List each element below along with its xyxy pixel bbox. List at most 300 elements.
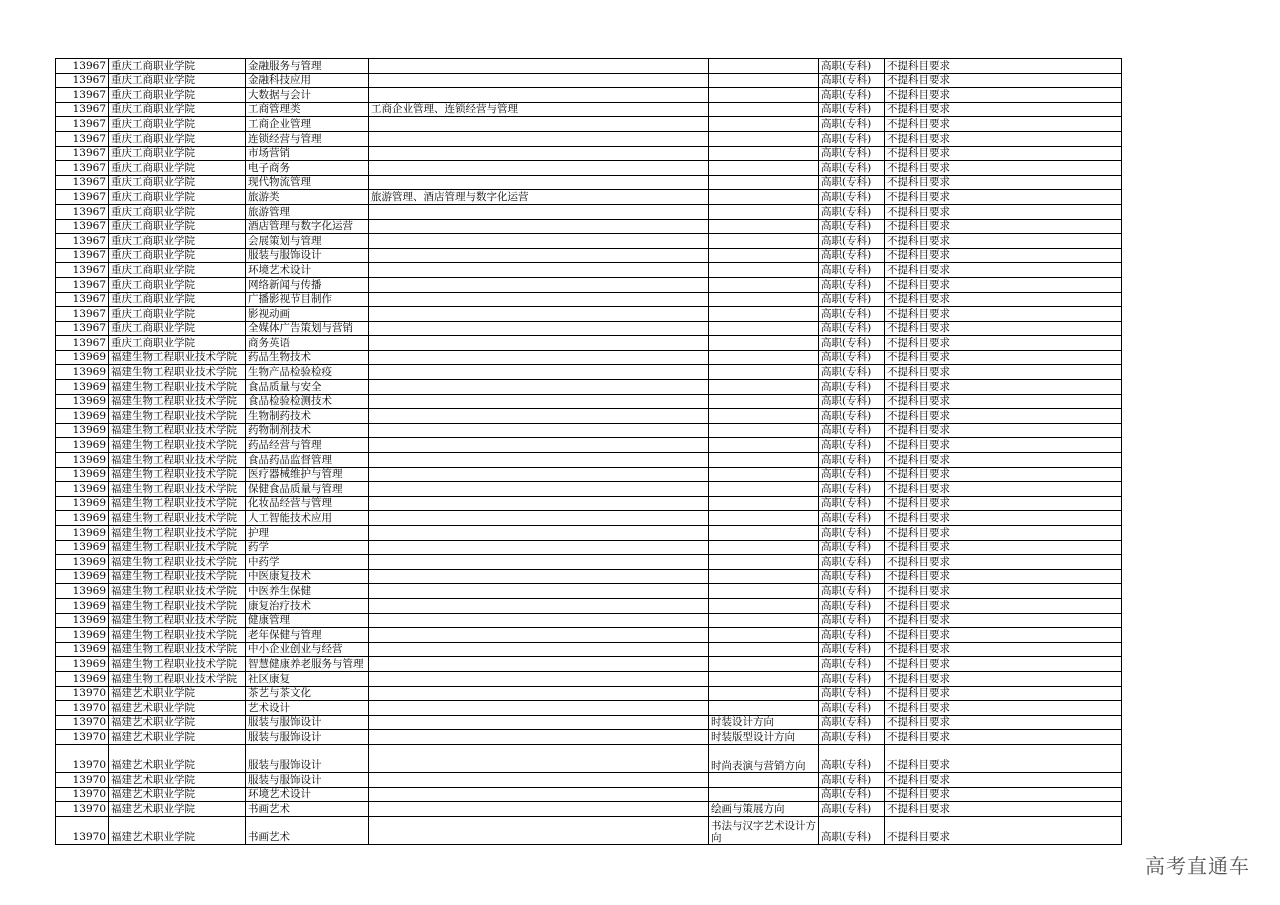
table-row [56,555,1122,570]
school-code-cell: 13969 [56,380,109,395]
major-name-cell: 书画艺术 [246,802,369,817]
school-name-cell: 福建生物工程职业技术学院 [109,555,246,570]
school-code-cell: 13967 [56,248,109,263]
included-majors-cell [369,511,709,526]
included-majors-cell [369,496,709,511]
level-cell: 高职(专科) [819,526,885,541]
school-name-cell: 福建生物工程职业技术学院 [109,511,246,526]
direction-cell [709,409,819,424]
major-name-cell: 食品药品监督管理 [246,453,369,468]
school-name-cell: 重庆工商职业学院 [109,73,246,88]
included-majors-cell [369,117,709,132]
subject-requirement-cell: 不提科目要求 [885,336,1122,351]
school-code-cell: 13967 [56,175,109,190]
school-code-cell: 13969 [56,613,109,628]
included-majors-cell [369,409,709,424]
table-row [56,263,1122,278]
school-name-cell: 重庆工商职业学院 [109,219,246,234]
level-cell: 高职(专科) [819,409,885,424]
level-cell: 高职(专科) [819,628,885,643]
direction-cell: 书法与汉字艺术设计方向 [709,816,819,844]
subject-requirement-cell: 不提科目要求 [885,511,1122,526]
level-cell: 高职(专科) [819,146,885,161]
school-code-cell: 13967 [56,117,109,132]
major-name-cell: 酒店管理与数字化运营 [246,219,369,234]
subject-requirement-cell: 不提科目要求 [885,350,1122,365]
direction-cell [709,569,819,584]
school-code-cell: 13967 [56,307,109,322]
school-code-cell: 13967 [56,161,109,176]
school-name-cell: 福建生物工程职业技术学院 [109,438,246,453]
table-row [56,102,1122,117]
table-row [56,526,1122,541]
table-row [56,175,1122,190]
included-majors-cell [369,816,709,844]
subject-requirement-cell: 不提科目要求 [885,146,1122,161]
subject-requirement-cell: 不提科目要求 [885,204,1122,219]
included-majors-cell [369,642,709,657]
school-code-cell: 13967 [56,204,109,219]
subject-requirement-cell: 不提科目要求 [885,744,1122,772]
school-code-cell: 13967 [56,102,109,117]
included-majors-cell [369,336,709,351]
included-majors-cell [369,394,709,409]
included-majors-cell [369,540,709,555]
major-name-cell: 中药学 [246,555,369,570]
included-majors-cell: 工商企业管理、连锁经营与管理 [369,102,709,117]
major-name-cell: 茶艺与茶文化 [246,686,369,701]
subject-requirement-cell: 不提科目要求 [885,671,1122,686]
subject-requirement-cell: 不提科目要求 [885,686,1122,701]
included-majors-cell [369,161,709,176]
included-majors-cell [369,613,709,628]
included-majors-cell [369,292,709,307]
school-name-cell: 重庆工商职业学院 [109,321,246,336]
major-name-cell: 市场营销 [246,146,369,161]
school-code-cell: 13967 [56,292,109,307]
subject-requirement-cell: 不提科目要求 [885,730,1122,745]
level-cell: 高职(专科) [819,496,885,511]
major-name-cell: 服装与服饰设计 [246,715,369,730]
direction-cell [709,131,819,146]
table-row [56,598,1122,613]
included-majors-cell [369,423,709,438]
table-row [56,219,1122,234]
school-code-cell: 13969 [56,657,109,672]
table-row [56,584,1122,599]
included-majors-cell [369,772,709,787]
included-majors-cell [369,526,709,541]
school-code-cell: 13969 [56,628,109,643]
major-name-cell: 大数据与会计 [246,88,369,103]
table-row [56,482,1122,497]
included-majors-cell [369,657,709,672]
direction-cell [709,686,819,701]
table-row [56,511,1122,526]
level-cell: 高职(专科) [819,613,885,628]
included-majors-cell [369,321,709,336]
school-code-cell: 13969 [56,671,109,686]
subject-requirement-cell: 不提科目要求 [885,438,1122,453]
major-name-cell: 智慧健康养老服务与管理 [246,657,369,672]
major-name-cell: 金融科技应用 [246,73,369,88]
included-majors-cell [369,277,709,292]
level-cell: 高职(专科) [819,540,885,555]
table-row [56,88,1122,103]
direction-cell: 时装版型设计方向 [709,730,819,745]
school-code-cell: 13967 [56,73,109,88]
included-majors-cell [369,204,709,219]
level-cell: 高职(专科) [819,321,885,336]
major-name-cell: 药品经营与管理 [246,438,369,453]
table-row [56,190,1122,205]
direction-cell [709,701,819,716]
included-majors-cell [369,482,709,497]
level-cell: 高职(专科) [819,350,885,365]
direction-cell [709,88,819,103]
school-code-cell: 13969 [56,584,109,599]
level-cell: 高职(专科) [819,511,885,526]
level-cell: 高职(专科) [819,671,885,686]
subject-requirement-cell: 不提科目要求 [885,613,1122,628]
school-code-cell: 13969 [56,642,109,657]
direction-cell [709,438,819,453]
level-cell: 高职(专科) [819,59,885,74]
direction-cell [709,671,819,686]
school-name-cell: 福建生物工程职业技术学院 [109,350,246,365]
school-code-cell: 13967 [56,59,109,74]
table-row [56,423,1122,438]
school-name-cell: 福建生物工程职业技术学院 [109,496,246,511]
included-majors-cell [369,307,709,322]
direction-cell [709,628,819,643]
subject-requirement-cell: 不提科目要求 [885,802,1122,817]
included-majors-cell [369,365,709,380]
level-cell: 高职(专科) [819,482,885,497]
included-majors-cell [369,715,709,730]
subject-requirement-cell: 不提科目要求 [885,482,1122,497]
school-code-cell: 13969 [56,423,109,438]
school-name-cell: 福建艺术职业学院 [109,802,246,817]
level-cell: 高职(专科) [819,131,885,146]
school-name-cell: 福建生物工程职业技术学院 [109,365,246,380]
included-majors-cell [369,686,709,701]
subject-requirement-cell: 不提科目要求 [885,657,1122,672]
level-cell: 高职(专科) [819,701,885,716]
subject-requirement-cell: 不提科目要求 [885,73,1122,88]
school-code-cell: 13970 [56,730,109,745]
included-majors-cell [369,438,709,453]
school-name-cell: 福建生物工程职业技术学院 [109,409,246,424]
school-name-cell: 福建生物工程职业技术学院 [109,394,246,409]
subject-requirement-cell: 不提科目要求 [885,816,1122,844]
level-cell: 高职(专科) [819,219,885,234]
school-name-cell: 福建艺术职业学院 [109,730,246,745]
major-name-cell: 生物产品检验检疫 [246,365,369,380]
subject-requirement-cell: 不提科目要求 [885,467,1122,482]
direction-cell [709,496,819,511]
included-majors-cell [369,146,709,161]
subject-requirement-cell: 不提科目要求 [885,394,1122,409]
school-name-cell: 福建艺术职业学院 [109,816,246,844]
major-name-cell: 人工智能技术应用 [246,511,369,526]
included-majors-cell [369,175,709,190]
level-cell: 高职(专科) [819,88,885,103]
table-row [56,292,1122,307]
major-name-cell: 健康管理 [246,613,369,628]
major-name-cell: 影视动画 [246,307,369,322]
school-code-cell: 13969 [56,350,109,365]
included-majors-cell [369,73,709,88]
subject-requirement-cell: 不提科目要求 [885,117,1122,132]
school-code-cell: 13969 [56,555,109,570]
level-cell: 高职(专科) [819,642,885,657]
table-row [56,380,1122,395]
school-code-cell: 13970 [56,686,109,701]
major-name-cell: 广播影视节目制作 [246,292,369,307]
level-cell: 高职(专科) [819,234,885,249]
school-code-cell: 13967 [56,336,109,351]
level-cell: 高职(专科) [819,175,885,190]
direction-cell [709,394,819,409]
subject-requirement-cell: 不提科目要求 [885,248,1122,263]
subject-requirement-cell: 不提科目要求 [885,365,1122,380]
table-row [56,365,1122,380]
direction-cell [709,263,819,278]
enrollment-table [55,58,1122,845]
table-row [56,394,1122,409]
school-name-cell: 福建艺术职业学院 [109,772,246,787]
subject-requirement-cell: 不提科目要求 [885,772,1122,787]
included-majors-cell [369,248,709,263]
direction-cell [709,73,819,88]
major-name-cell: 会展策划与管理 [246,234,369,249]
direction-cell [709,423,819,438]
major-name-cell: 网络新闻与传播 [246,277,369,292]
level-cell: 高职(专科) [819,394,885,409]
subject-requirement-cell: 不提科目要求 [885,787,1122,802]
school-name-cell: 福建生物工程职业技术学院 [109,467,246,482]
school-name-cell: 福建艺术职业学院 [109,787,246,802]
table-row [56,802,1122,817]
level-cell: 高职(专科) [819,277,885,292]
table-row [56,787,1122,802]
school-name-cell: 福建生物工程职业技术学院 [109,584,246,599]
table-row [56,59,1122,74]
direction-cell [709,584,819,599]
subject-requirement-cell: 不提科目要求 [885,321,1122,336]
school-name-cell: 福建生物工程职业技术学院 [109,671,246,686]
subject-requirement-cell: 不提科目要求 [885,161,1122,176]
school-code-cell: 13969 [56,365,109,380]
school-name-cell: 重庆工商职业学院 [109,102,246,117]
direction-cell [709,482,819,497]
included-majors-cell [369,131,709,146]
table-row [56,628,1122,643]
included-majors-cell [369,802,709,817]
table-row [56,146,1122,161]
subject-requirement-cell: 不提科目要求 [885,102,1122,117]
direction-cell: 时装设计方向 [709,715,819,730]
direction-cell [709,307,819,322]
major-name-cell: 服装与服饰设计 [246,248,369,263]
school-name-cell: 重庆工商职业学院 [109,146,246,161]
major-name-cell: 商务英语 [246,336,369,351]
major-name-cell: 化妆品经营与管理 [246,496,369,511]
level-cell: 高职(专科) [819,787,885,802]
table-row [56,350,1122,365]
direction-cell [709,204,819,219]
subject-requirement-cell: 不提科目要求 [885,628,1122,643]
subject-requirement-cell: 不提科目要求 [885,131,1122,146]
table-row [56,438,1122,453]
direction-cell [709,365,819,380]
school-name-cell: 福建艺术职业学院 [109,701,246,716]
included-majors-cell [369,263,709,278]
school-name-cell: 福建生物工程职业技术学院 [109,569,246,584]
direction-cell [709,613,819,628]
major-name-cell: 食品检验检测技术 [246,394,369,409]
included-majors-cell [369,744,709,772]
table-row [56,569,1122,584]
direction-cell [709,146,819,161]
school-name-cell: 福建生物工程职业技术学院 [109,482,246,497]
major-name-cell: 全媒体广告策划与营销 [246,321,369,336]
table-row [56,321,1122,336]
table-row [56,453,1122,468]
subject-requirement-cell: 不提科目要求 [885,88,1122,103]
table-row [56,234,1122,249]
included-majors-cell: 旅游管理、酒店管理与数字化运营 [369,190,709,205]
major-name-cell: 服装与服饰设计 [246,772,369,787]
school-name-cell: 重庆工商职业学院 [109,117,246,132]
level-cell: 高职(专科) [819,204,885,219]
school-name-cell: 福建生物工程职业技术学院 [109,657,246,672]
direction-cell [709,190,819,205]
major-name-cell: 环境艺术设计 [246,263,369,278]
major-name-cell: 电子商务 [246,161,369,176]
subject-requirement-cell: 不提科目要求 [885,715,1122,730]
watermark: 高考直通车 [1145,854,1250,878]
subject-requirement-cell: 不提科目要求 [885,175,1122,190]
major-name-cell: 中医养生保健 [246,584,369,599]
school-code-cell: 13967 [56,131,109,146]
school-code-cell: 13969 [56,394,109,409]
level-cell: 高职(专科) [819,772,885,787]
included-majors-cell [369,598,709,613]
direction-cell: 绘画与策展方向 [709,802,819,817]
school-code-cell: 13970 [56,787,109,802]
table-row [56,204,1122,219]
direction-cell [709,321,819,336]
school-code-cell: 13967 [56,88,109,103]
school-name-cell: 重庆工商职业学院 [109,336,246,351]
subject-requirement-cell: 不提科目要求 [885,219,1122,234]
school-code-cell: 13969 [56,453,109,468]
subject-requirement-cell: 不提科目要求 [885,234,1122,249]
direction-cell [709,117,819,132]
table-row [56,409,1122,424]
major-name-cell: 食品质量与安全 [246,380,369,395]
level-cell: 高职(专科) [819,686,885,701]
table-row [56,248,1122,263]
major-name-cell: 工商企业管理 [246,117,369,132]
school-name-cell: 重庆工商职业学院 [109,277,246,292]
subject-requirement-cell: 不提科目要求 [885,598,1122,613]
table-row [56,613,1122,628]
level-cell: 高职(专科) [819,584,885,599]
major-name-cell: 现代物流管理 [246,175,369,190]
included-majors-cell [369,59,709,74]
subject-requirement-cell: 不提科目要求 [885,380,1122,395]
school-code-cell: 13967 [56,219,109,234]
school-name-cell: 重庆工商职业学院 [109,161,246,176]
included-majors-cell [369,555,709,570]
direction-cell [709,511,819,526]
level-cell: 高职(专科) [819,657,885,672]
major-name-cell: 保健食品质量与管理 [246,482,369,497]
school-code-cell: 13969 [56,467,109,482]
level-cell: 高职(专科) [819,423,885,438]
table-row [56,642,1122,657]
level-cell: 高职(专科) [819,102,885,117]
school-code-cell: 13970 [56,816,109,844]
school-name-cell: 福建艺术职业学院 [109,686,246,701]
major-name-cell: 旅游管理 [246,204,369,219]
school-code-cell: 13970 [56,744,109,772]
school-name-cell: 重庆工商职业学院 [109,263,246,278]
direction-cell [709,787,819,802]
direction-cell [709,380,819,395]
major-name-cell: 金融服务与管理 [246,59,369,74]
table-row [56,336,1122,351]
subject-requirement-cell: 不提科目要求 [885,59,1122,74]
level-cell: 高职(专科) [819,730,885,745]
school-code-cell: 13967 [56,263,109,278]
subject-requirement-cell: 不提科目要求 [885,642,1122,657]
direction-cell [709,234,819,249]
school-name-cell: 重庆工商职业学院 [109,131,246,146]
school-name-cell: 福建艺术职业学院 [109,744,246,772]
school-name-cell: 福建生物工程职业技术学院 [109,423,246,438]
school-name-cell: 重庆工商职业学院 [109,248,246,263]
subject-requirement-cell: 不提科目要求 [885,307,1122,322]
level-cell: 高职(专科) [819,467,885,482]
major-name-cell: 服装与服饰设计 [246,744,369,772]
school-name-cell: 重庆工商职业学院 [109,292,246,307]
included-majors-cell [369,453,709,468]
table-row [56,772,1122,787]
school-code-cell: 13970 [56,772,109,787]
school-name-cell: 福建生物工程职业技术学院 [109,453,246,468]
included-majors-cell [369,730,709,745]
level-cell: 高职(专科) [819,555,885,570]
subject-requirement-cell: 不提科目要求 [885,496,1122,511]
major-name-cell: 书画艺术 [246,816,369,844]
direction-cell [709,336,819,351]
table-row [56,540,1122,555]
included-majors-cell [369,628,709,643]
direction-cell [709,598,819,613]
school-code-cell: 13967 [56,190,109,205]
direction-cell [709,292,819,307]
level-cell: 高职(专科) [819,307,885,322]
major-name-cell: 生物制药技术 [246,409,369,424]
school-name-cell: 福建生物工程职业技术学院 [109,628,246,643]
major-name-cell: 康复治疗技术 [246,598,369,613]
school-code-cell: 13970 [56,802,109,817]
subject-requirement-cell: 不提科目要求 [885,555,1122,570]
